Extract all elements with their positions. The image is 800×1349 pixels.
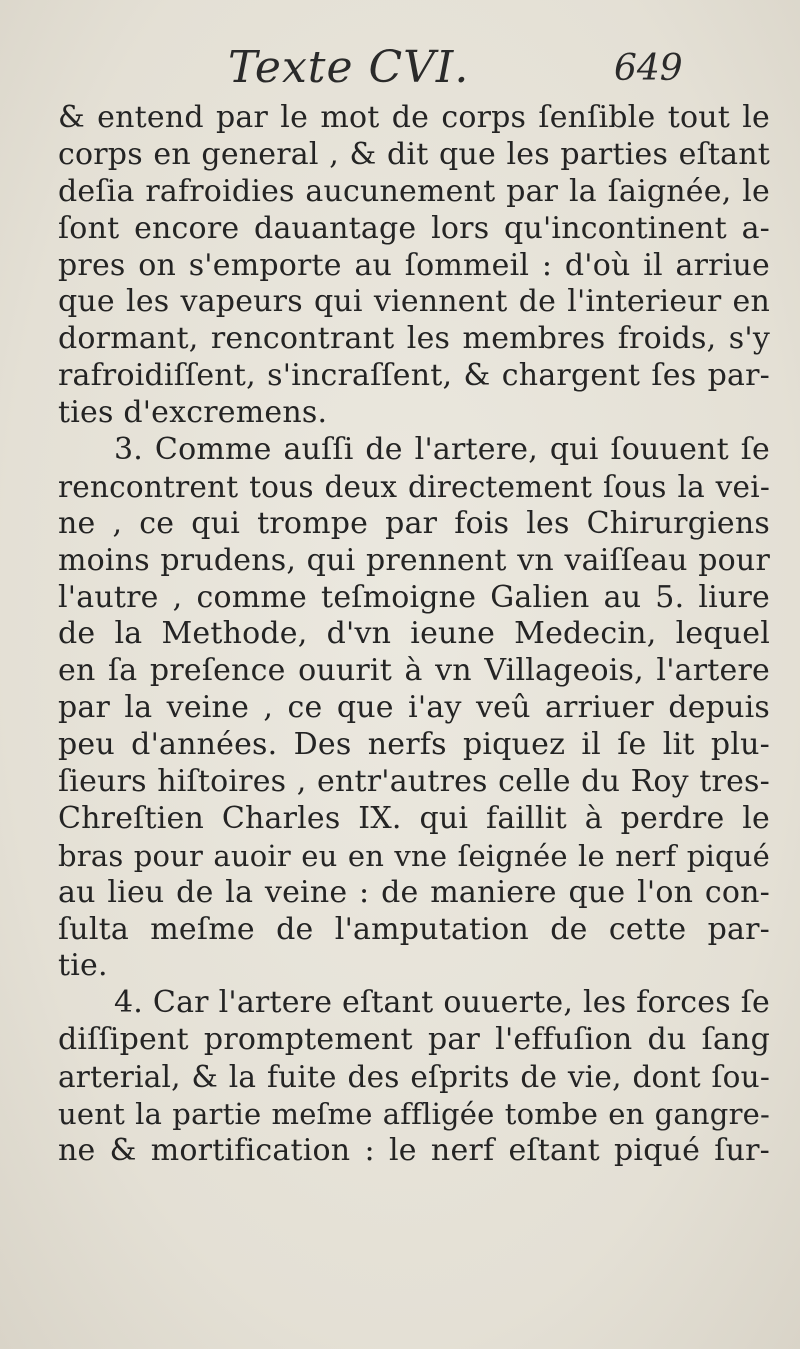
text-line: & entend par le mot de corps ſenſible tout le [58,100,770,135]
body-text [58,100,770,1170]
text-line: 3. Comme auſſi de l'artere, qui ſouuent ſe [114,432,770,468]
text-line: peu d'années. Des nerfs piquez il ſe lit plu- [58,727,770,763]
text-line: ſieurs hiſtoires , entr'autres celle du Roy tres- [58,764,770,800]
text-line: pres on s'emporte au ſommeil : d'où il arriue [58,247,770,283]
text-line: ne & mortification : le nerf eſtant piqué ſur- [58,1132,770,1168]
text-line: bras pour auoir eu en vne ſeignée le nerf piqué [58,838,770,873]
text-line: uent la partie meſme affligée tombe en gangre- [58,1097,770,1132]
text-line: dormant, rencontrant les membres froids, s'y [58,321,770,357]
text-line: au lieu de la veine : de maniere que l'on con- [58,874,770,910]
page-number: 649 [614,48,683,89]
text-line: tie. [58,948,108,984]
text-line: que les vapeurs qui viennent de l'interieur en [58,284,770,320]
text-line: l'autre , comme teſmoigne Galien au 5. liure [58,579,770,615]
text-line: par la veine , ce que i'ay veû arriuer depuis [58,690,770,726]
text-line: corps en general , & dit que les parties eſtant [58,136,770,172]
text-line: deſia rafroidies aucunement par la ſaignée, le [58,173,770,209]
text-line: rafroidiſſent, s'incraſſent, & chargent ſes par- [58,358,770,394]
text-line: diſſipent promptement par l'effuſion du ſang [58,1022,770,1058]
page-header [0,42,800,94]
text-line: en ſa preſence ouurit à vn Villageois, l'artere [58,653,770,689]
text-line: arterial, & la fuite des eſprits de vie, dont ſou- [58,1060,770,1095]
text-line: de la Methode, d'vn ieune Medecin, lequel [58,616,770,652]
text-line: ties d'excremens. [58,395,328,431]
text-line: moins prudens, qui prennent vn vaiſſeau pour [58,542,770,578]
text-line: rencontrent tous deux directement ſous la vei- [58,469,770,504]
text-line: 4. Car l'artere eſtant ouuerte, les forces ſe [114,985,770,1021]
text-line: ne , ce qui trompe par fois les Chirurgiens [58,505,770,541]
text-line: Chreſtien Charles IX. qui faillit à perdre le [58,800,770,836]
running-title: Texte CVI. [228,42,470,93]
text-line: ſulta meſme de l'amputation de cette par- [58,911,770,947]
text-line: ſont encore dauantage lors qu'incontinent a- [58,210,770,246]
